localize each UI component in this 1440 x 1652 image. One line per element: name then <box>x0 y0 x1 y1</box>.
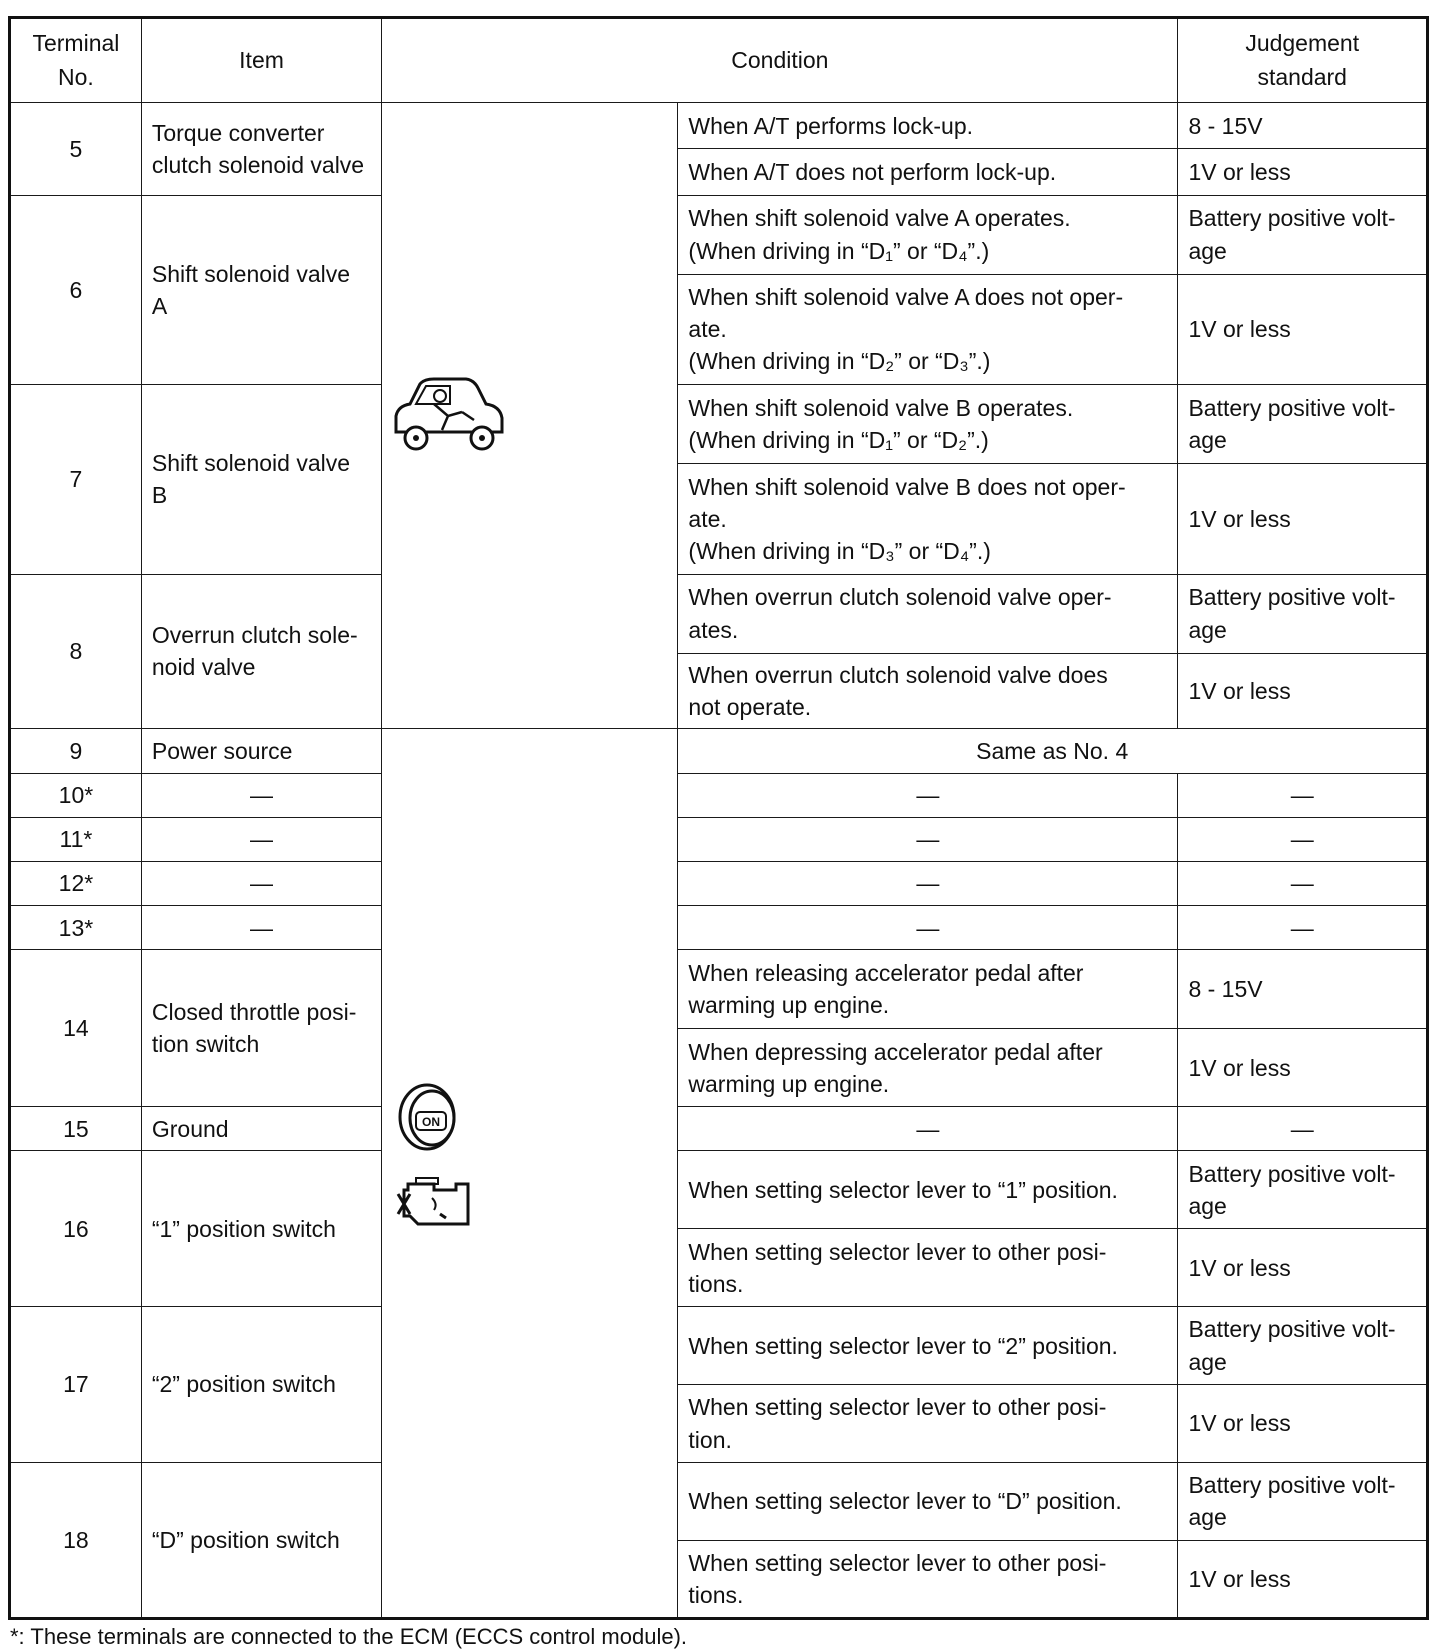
table-row <box>10 574 1428 653</box>
table-row <box>10 385 1428 464</box>
judgement-value: 1V or less <box>1178 653 1428 729</box>
table-row <box>10 817 1428 861</box>
judgement-value: Battery positive volt- age <box>1178 574 1428 653</box>
table-body <box>10 103 1428 1619</box>
terminal-number: 18 <box>10 1462 142 1618</box>
terminal-number: 12* <box>10 861 142 905</box>
judgement-value: 8 - 15V <box>1178 103 1428 149</box>
judgement-value: 1V or less <box>1178 149 1428 195</box>
judgement-value: 1V or less <box>1178 1385 1428 1463</box>
judgement-value: 1V or less <box>1178 1029 1428 1107</box>
terminal-judgement-table <box>8 16 1429 1620</box>
condition-text: When shift solenoid valve A operates. (When driving in “D₁” or “D₄”.) <box>678 195 1178 274</box>
item-name: “D” position switch <box>141 1462 381 1618</box>
item-name: “1” position switch <box>141 1151 381 1307</box>
condition-text: — <box>678 1107 1178 1151</box>
item-name: — <box>141 817 381 861</box>
condition-text: When setting selector lever to other posi- tions. <box>678 1540 1178 1618</box>
condition-text: When overrun clutch solenoid valve does not operate. <box>678 653 1178 729</box>
judgement-value: — <box>1178 906 1428 950</box>
terminal-number: 16 <box>10 1151 142 1307</box>
item-name: — <box>141 861 381 905</box>
ignition-key-on-icon <box>394 1082 464 1152</box>
condition-text: When shift solenoid valve B does not oper- ate. (When driving in “D₃” or “D₄”.) <box>678 464 1178 575</box>
terminal-number: 17 <box>10 1307 142 1463</box>
ignition-on-label: ON <box>422 1115 441 1130</box>
item-name: — <box>141 906 381 950</box>
table-row <box>10 1151 1428 1229</box>
table-row <box>10 773 1428 817</box>
judgement-value: 1V or less <box>1178 464 1428 575</box>
table-row <box>10 1107 1428 1151</box>
condition-text: — <box>678 861 1178 905</box>
table-row <box>10 1462 1428 1540</box>
item-name: Overrun clutch sole- noid valve <box>141 574 381 729</box>
ignition-engine-icon-cell <box>382 729 678 1619</box>
header-terminal-no <box>10 18 142 103</box>
table-row <box>10 861 1428 905</box>
terminal-number: 15 <box>10 1107 142 1151</box>
item-name: Shift solenoid valve B <box>141 385 381 574</box>
table-row <box>10 195 1428 274</box>
condition-text: When setting selector lever to “2” position. <box>678 1307 1178 1385</box>
judgement-value: — <box>1178 773 1428 817</box>
condition-text: — <box>678 817 1178 861</box>
table-row <box>10 729 1428 773</box>
judgement-value: 1V or less <box>1178 1229 1428 1307</box>
header-terminal-text: Terminal No. <box>32 30 120 90</box>
header-judgement-standard <box>1178 18 1428 103</box>
judgement-value: 1V or less <box>1178 274 1428 385</box>
judgement-value: Battery positive volt- age <box>1178 385 1428 464</box>
terminal-number: 5 <box>10 103 142 196</box>
item-name: Power source <box>141 729 381 773</box>
condition-text: When depressing accelerator pedal after warming up engine. <box>678 1029 1178 1107</box>
judgement-value: — <box>1178 861 1428 905</box>
item-name: Ground <box>141 1107 381 1151</box>
condition-text: When A/T does not perform lock-up. <box>678 149 1178 195</box>
merged-condition: Same as No. 4 <box>678 729 1428 773</box>
condition-text: When setting selector lever to “D” position. <box>678 1462 1178 1540</box>
table-row <box>10 103 1428 149</box>
header-item: Item <box>141 18 381 103</box>
terminal-number: 6 <box>10 195 142 384</box>
terminal-number: 13* <box>10 906 142 950</box>
item-name: Torque converter clutch solenoid valve <box>141 103 381 196</box>
judgement-value: — <box>1178 817 1428 861</box>
table-row <box>10 1307 1428 1385</box>
footnote: *: These terminals are connected to the ECM (ECCS control module). <box>10 1624 688 1649</box>
condition-text: When shift solenoid valve B operates. (When driving in “D₁” or “D₂”.) <box>678 385 1178 464</box>
terminal-number: 9 <box>10 729 142 773</box>
driving-icon-cell <box>382 103 678 729</box>
judgement-value: 8 - 15V <box>1178 950 1428 1029</box>
condition-text: When shift solenoid valve A does not oper- ate. (When driving in “D₂” or “D₃”.) <box>678 274 1178 385</box>
condition-text: When setting selector lever to “1” position. <box>678 1151 1178 1229</box>
judgement-value: Battery positive volt- age <box>1178 1462 1428 1540</box>
condition-text: — <box>678 906 1178 950</box>
item-name: “2” position switch <box>141 1307 381 1463</box>
judgement-value: 1V or less <box>1178 1540 1428 1618</box>
terminal-number: 8 <box>10 574 142 729</box>
table-row <box>10 950 1428 1029</box>
judgement-value: — <box>1178 1107 1428 1151</box>
condition-text: When A/T performs lock-up. <box>678 103 1178 149</box>
condition-text: When setting selector lever to other posi- tions. <box>678 1229 1178 1307</box>
engine-running-icon <box>394 1174 476 1230</box>
item-name: Closed throttle posi- tion switch <box>141 950 381 1107</box>
terminal-number: 14 <box>10 950 142 1107</box>
item-name: Shift solenoid valve A <box>141 195 381 384</box>
item-name: — <box>141 773 381 817</box>
condition-text: — <box>678 773 1178 817</box>
driving-vehicle-icon <box>390 376 508 456</box>
terminal-number: 7 <box>10 385 142 574</box>
condition-text: When overrun clutch solenoid valve oper- ates. <box>678 574 1178 653</box>
terminal-number: 11* <box>10 817 142 861</box>
judgement-value: Battery positive volt- age <box>1178 195 1428 274</box>
header-judgement-text: Judgement standard <box>1245 30 1360 90</box>
header-condition: Condition <box>382 18 1178 103</box>
condition-text: When releasing accelerator pedal after warming up engine. <box>678 950 1178 1029</box>
judgement-value: Battery positive volt- age <box>1178 1151 1428 1229</box>
judgement-value: Battery positive volt- age <box>1178 1307 1428 1385</box>
table-row <box>10 906 1428 950</box>
terminal-number: 10* <box>10 773 142 817</box>
condition-text: When setting selector lever to other posi- tion. <box>678 1385 1178 1463</box>
